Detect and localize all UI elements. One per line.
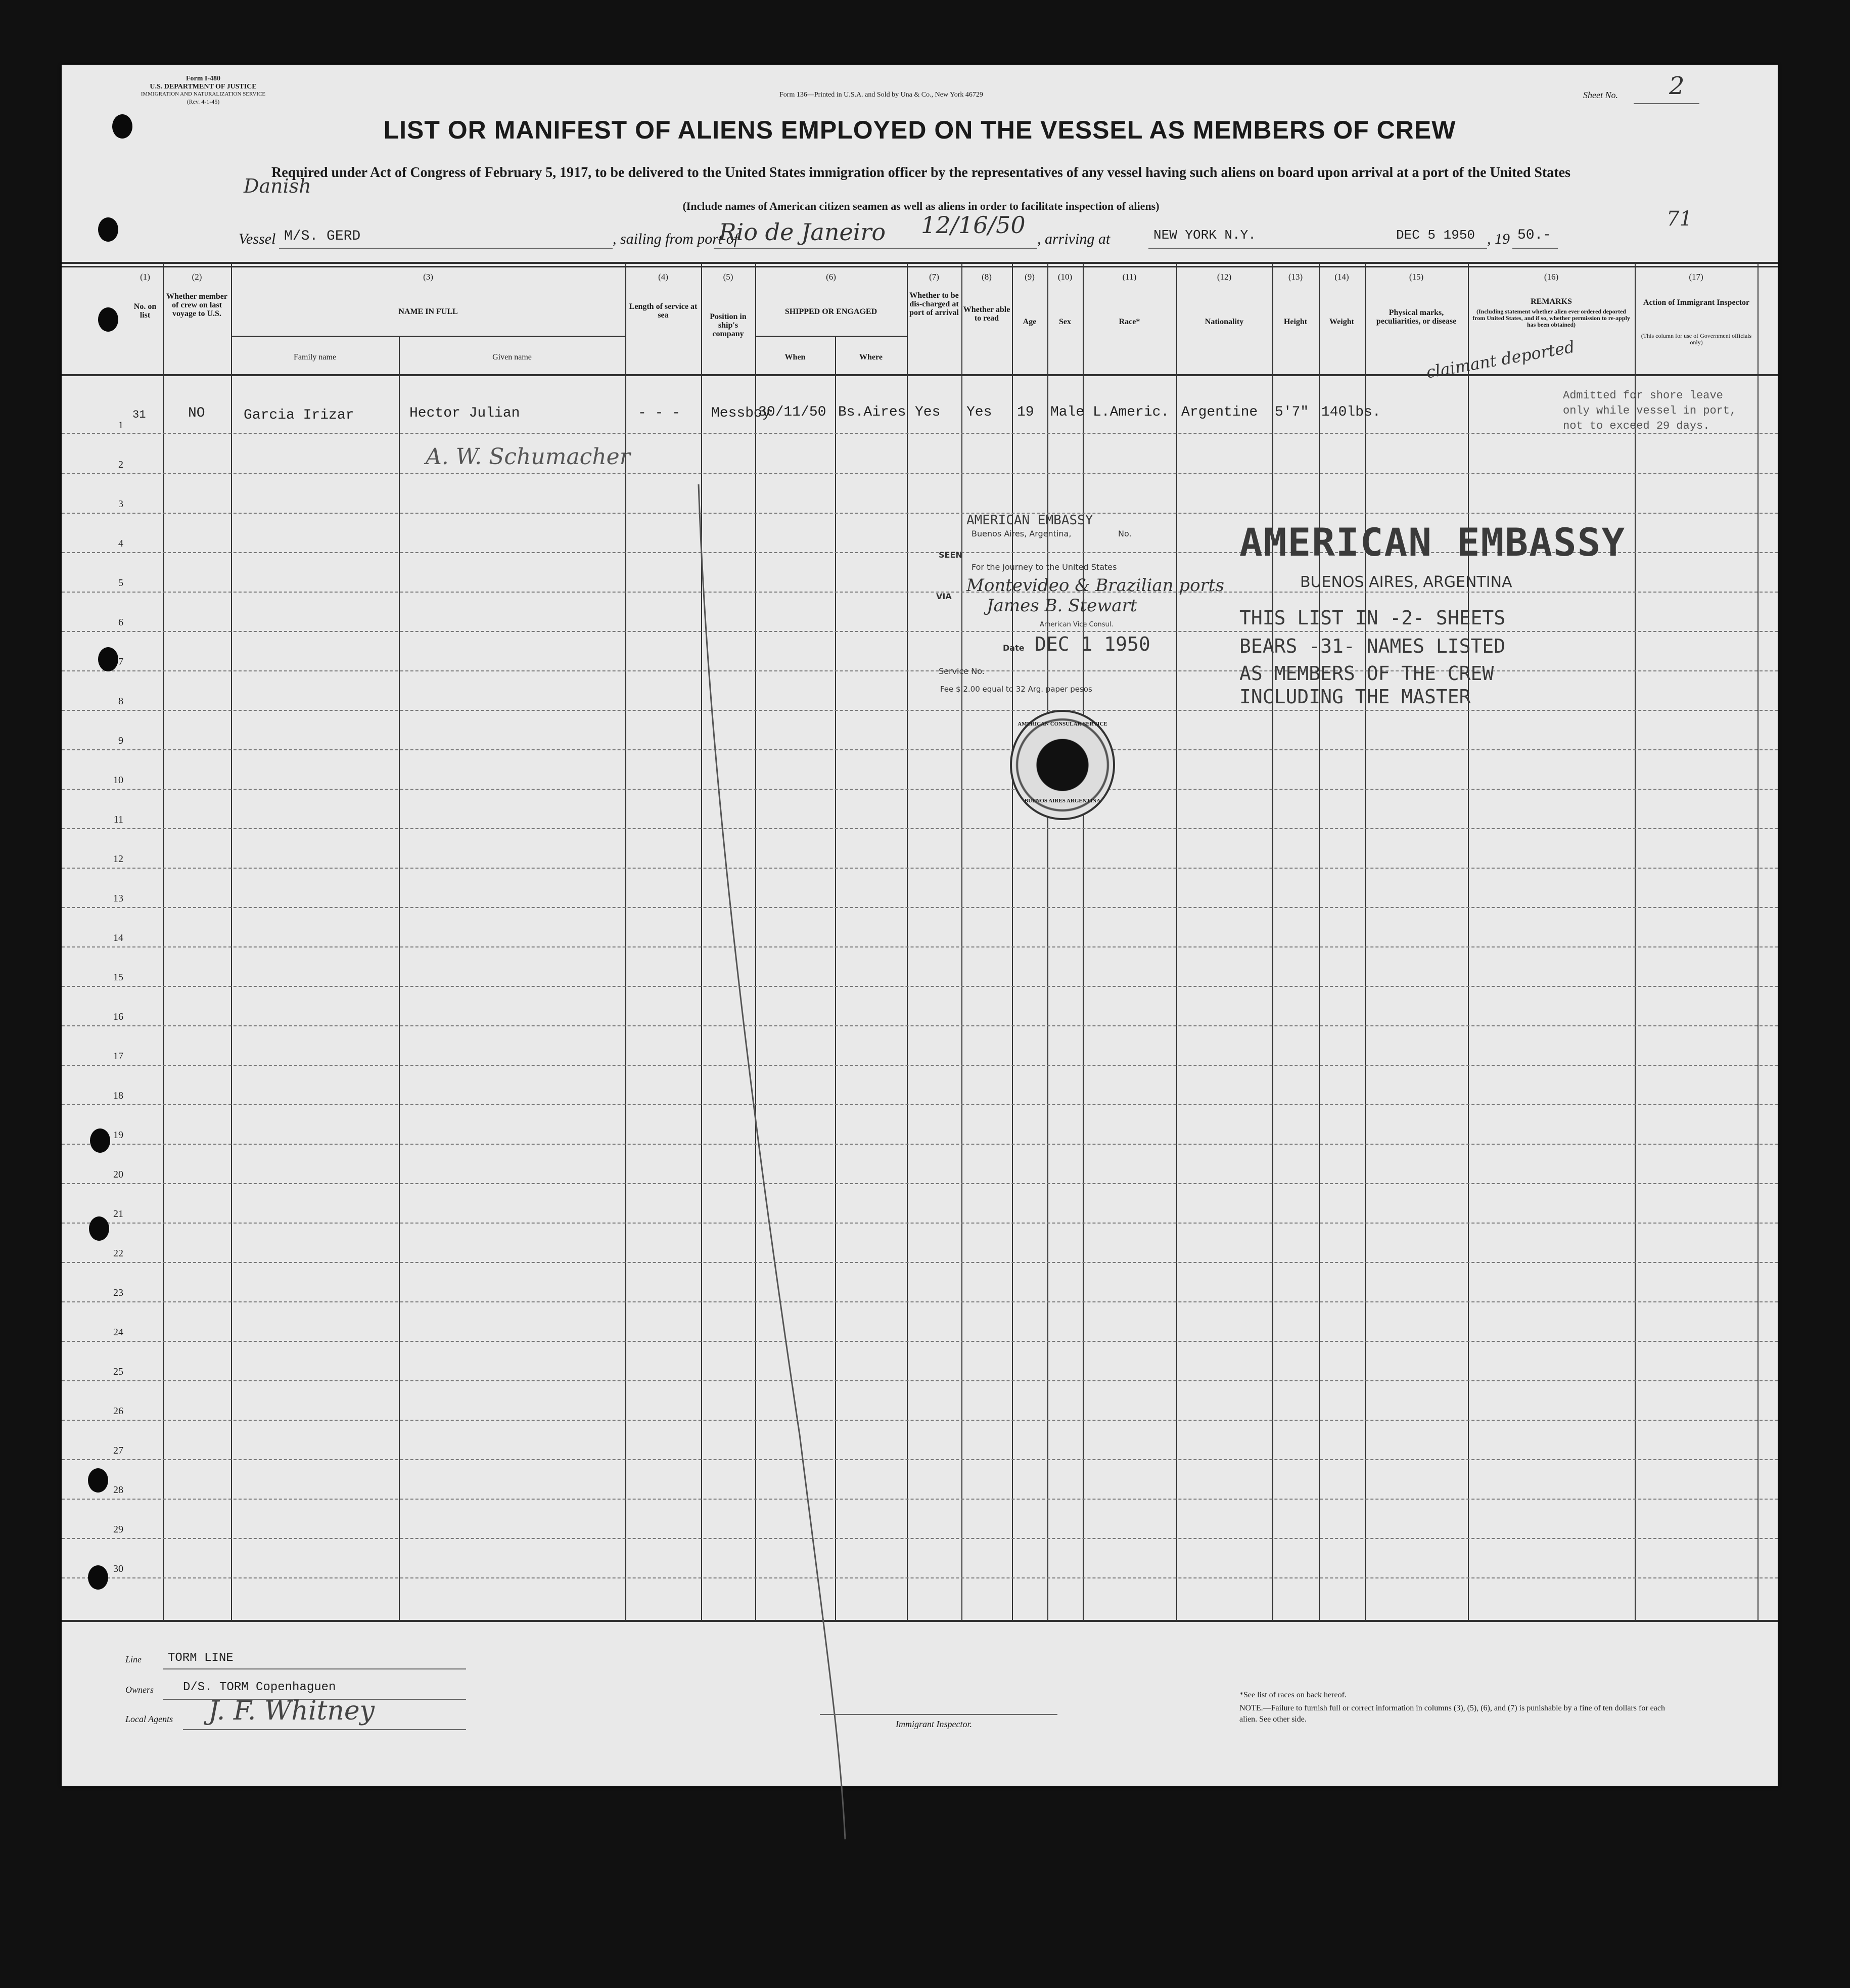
sheet-number: 2	[1669, 72, 1685, 100]
footer-agents-value: J. F. Whitney	[208, 1696, 375, 1726]
punch-hole	[89, 1216, 109, 1241]
subhead-where: Where	[859, 353, 883, 362]
col-head-sex: Sex	[1059, 318, 1071, 326]
sailing-label: , sailing from port of	[613, 231, 738, 247]
punch-hole	[98, 307, 118, 332]
arriving-label: , arriving at	[1037, 231, 1111, 247]
col-num-3: (3)	[423, 272, 433, 282]
include-text: (Include names of American citizen seamen as well as aliens in order to facilitate inspection of aliens)	[682, 200, 1160, 212]
col-num-15: (15)	[1409, 272, 1424, 282]
entry-race: L.Americ.	[1093, 404, 1170, 420]
large-stamp-line2: BUENOS AIRES, ARGENTINA	[1300, 573, 1512, 591]
punch-hole	[98, 217, 118, 242]
row-number: 13	[113, 893, 123, 904]
row-number: 19	[113, 1129, 123, 1141]
footer-line-value: TORM LINE	[168, 1651, 234, 1665]
col-num-8: (8)	[982, 272, 992, 282]
small-stamp-line2: Buenos Aires, Argentina,	[972, 529, 1072, 538]
punch-hole	[88, 1468, 108, 1493]
col-head-race: Race*	[1119, 318, 1140, 326]
row-number: 3	[118, 499, 123, 510]
large-stamp-line1: AMERICAN EMBASSY	[1239, 520, 1626, 565]
row-number: 25	[113, 1366, 123, 1377]
port-from: Rio de Janeiro	[719, 218, 886, 246]
sail-date: 12/16/50	[921, 211, 1026, 239]
punch-hole	[98, 647, 118, 671]
col-num-10: (10)	[1057, 272, 1073, 282]
col-head-last-voyage: Whether member of crew on last voyage to U.S.	[166, 292, 227, 318]
row-number: 10	[113, 775, 123, 786]
col-head-name: NAME IN FULL	[398, 307, 458, 316]
col-head-age: Age	[1023, 318, 1037, 326]
col-num-2: (2)	[192, 272, 202, 282]
footer-agents-label: Local Agents	[125, 1714, 173, 1724]
entry-list-no: 31	[132, 409, 146, 421]
col-num-11: (11)	[1122, 272, 1137, 282]
col-num-14: (14)	[1334, 272, 1349, 282]
department: U.S. DEPARTMENT OF JUSTICE	[150, 83, 257, 91]
small-stamp-no: No.	[1118, 529, 1132, 538]
row-number: 27	[113, 1445, 123, 1456]
entry-age: 19	[1017, 404, 1034, 420]
col-head-shipped: SHIPPED OR ENGAGED	[784, 307, 877, 316]
col-head-position: Position in ship's company	[710, 312, 747, 338]
entry-family-name: Garcia Irizar	[244, 408, 354, 423]
small-stamp-date-label: Date	[1003, 643, 1025, 653]
entry-given-name: Hector Julian	[409, 405, 520, 421]
row-number: 5	[118, 577, 123, 589]
revision: (Rev. 4-1-45)	[187, 98, 220, 105]
row-number: 4	[118, 538, 123, 549]
small-stamp-officer: American Vice Consul.	[1040, 621, 1114, 628]
large-stamp-line4: BEARS -31- NAMES LISTED	[1239, 635, 1506, 657]
printer-note: Form 136—Printed in U.S.A. and Sold by Una & Co., New York 46729	[779, 91, 983, 99]
col-num-7: (7)	[929, 272, 939, 282]
small-stamp-signature: James B. Stewart	[987, 596, 1137, 616]
vessel-label: Vessel	[239, 231, 276, 247]
entry-remark-typed: Admitted for shore leave only while vessel in port, not to exceed 29 days.	[1563, 389, 1737, 432]
entry-sex: Male	[1050, 404, 1085, 420]
entry-remark-handwritten: claimant deported	[1424, 337, 1577, 382]
subhead-action-note: (This column for use of Government officials only)	[1641, 332, 1752, 346]
row-number: 7	[118, 656, 123, 667]
entry-position: Messboy	[711, 405, 771, 421]
service-name: IMMIGRATION AND NATURALIZATION SERVICE	[141, 91, 266, 97]
subhead-remarks-note: (Including statement whether alien ever ordered deported from United States, and if so, whether permission to re-apply has been obtained)	[1472, 308, 1630, 328]
port-to: NEW YORK N.Y.	[1153, 228, 1256, 243]
entry-nationality: Argentine	[1181, 404, 1258, 420]
row-number: 15	[113, 972, 123, 983]
consular-seal	[1010, 710, 1115, 820]
small-stamp-for: For the journey to the United States	[972, 562, 1117, 572]
col-head-nationality: Nationality	[1205, 318, 1244, 326]
handwritten-signature: A. W. Schumacher	[426, 444, 630, 470]
footer-owners-value: D/S. TORM Copenhaguen	[183, 1681, 336, 1694]
row-number: 17	[113, 1051, 123, 1062]
entry-where: Bs.Aires	[838, 404, 906, 420]
document-title: LIST OR MANIFEST OF ALIENS EMPLOYED ON THE VESSEL AS MEMBERS OF CREW	[383, 116, 1456, 144]
row-number: 21	[113, 1208, 123, 1219]
immigrant-inspector-label: Immigrant Inspector.	[896, 1719, 972, 1729]
entry-when: 30/11/50	[758, 404, 826, 420]
sheet-label: Sheet No.	[1583, 90, 1618, 100]
pencil-stroke	[633, 474, 875, 1849]
footer-owners-label: Owners	[125, 1685, 154, 1695]
year-label: , 19	[1487, 231, 1510, 247]
col-head-service: Length of service at sea	[629, 302, 698, 320]
col-num-1: (1)	[140, 272, 150, 282]
row-number: 26	[113, 1406, 123, 1417]
row-number: 2	[118, 459, 123, 470]
row-number: 20	[113, 1169, 123, 1180]
row-number: 1	[118, 420, 123, 431]
year: 50.-	[1517, 228, 1552, 243]
row-number: 16	[113, 1011, 123, 1022]
seal-text-bottom: BUENOS AIRES ARGENTINA	[1024, 798, 1101, 804]
entry-read: Yes	[966, 404, 992, 420]
col-head-action: Action of Immigrant Inspector	[1643, 298, 1750, 307]
row-number: 12	[113, 853, 123, 865]
row-number: 23	[113, 1287, 123, 1298]
seal-text-top: AMERICAN CONSULAR SERVICE	[1018, 721, 1107, 727]
entry-weight: 140lbs.	[1321, 404, 1381, 420]
footer-note-fine: NOTE.—Failure to furnish full or correct information in columns (3), (5), (6), and (7) is punishable by a fine of ten dollars for each alien. See other side.	[1239, 1704, 1665, 1724]
col-head-height: Height	[1283, 318, 1308, 326]
col-head-read: Whether able to read	[963, 305, 1010, 323]
row-number: 18	[113, 1090, 123, 1101]
row-number: 6	[118, 617, 123, 628]
corner-number: 71	[1667, 207, 1692, 231]
small-stamp-via-value: Montevideo & Brazilian ports	[966, 575, 1224, 596]
row-number: 28	[113, 1484, 123, 1496]
small-stamp-via: VIA	[936, 592, 952, 601]
large-stamp-line3: THIS LIST IN -2- SHEETS	[1239, 607, 1506, 629]
subhead-when: When	[784, 353, 806, 362]
vessel-name: M/S. GERD	[284, 229, 361, 244]
col-head-no: No. on list	[133, 302, 157, 320]
entry-last-voyage: NO	[188, 405, 205, 421]
crew-table	[62, 262, 1778, 1622]
col-head-discharged: Whether to be dis-charged at port of arrival	[909, 291, 959, 317]
large-stamp-line6: INCLUDING THE MASTER	[1239, 686, 1471, 708]
footer-line-label: Line	[125, 1654, 142, 1664]
col-num-9: (9)	[1025, 272, 1035, 282]
row-number: 8	[118, 696, 123, 707]
row-number: 29	[113, 1524, 123, 1535]
small-stamp-date: DEC 1 1950	[1035, 633, 1150, 655]
entry-discharged: Yes	[915, 404, 941, 420]
col-num-17: (17)	[1689, 272, 1703, 282]
col-num-16: (16)	[1544, 272, 1559, 282]
small-stamp-service-no: Service No.	[939, 666, 985, 676]
row-number: 30	[113, 1563, 123, 1574]
entry-height: 5'7"	[1275, 404, 1309, 420]
footer-note-races: *See list of races on back hereof.	[1239, 1691, 1347, 1699]
small-stamp-fee: Fee $ 2.00 equal to 32 Arg. paper pesos	[940, 685, 1092, 694]
row-number: 22	[113, 1248, 123, 1259]
entry-service: - - -	[638, 405, 681, 421]
required-text: Required under Act of Congress of February 5, 1917, to be delivered to the United States immigration officer by the representatives of any vessel having such aliens on board upon arrival at a port of the United States	[271, 165, 1570, 180]
row-number: 24	[113, 1327, 123, 1338]
punch-hole	[112, 114, 132, 139]
col-num-4: (4)	[658, 272, 668, 282]
col-num-13: (13)	[1288, 272, 1303, 282]
large-stamp-line5: AS MEMBERS OF THE CREW	[1239, 662, 1494, 685]
punch-hole	[88, 1565, 108, 1590]
manifest-sheet	[62, 65, 1778, 1786]
small-stamp-seen: SEEN	[939, 550, 962, 560]
row-number: 11	[113, 814, 123, 825]
punch-hole	[90, 1128, 110, 1153]
col-num-6: (6)	[826, 272, 836, 282]
col-head-remarks: REMARKS	[1531, 297, 1572, 306]
row-number: 14	[113, 932, 123, 943]
col-num-5: (5)	[723, 272, 733, 282]
subhead-family-name: Family name	[294, 353, 336, 362]
small-stamp-line1: AMERICAN EMBASSY	[966, 513, 1093, 528]
flag-handwritten: Danish	[244, 175, 311, 197]
col-head-physical: Physical marks, peculiarities, or disease	[1376, 308, 1457, 326]
col-head-weight: Weight	[1329, 318, 1354, 326]
col-num-12: (12)	[1217, 272, 1232, 282]
row-number: 9	[118, 735, 123, 746]
arrival-date: DEC 5 1950	[1396, 228, 1475, 243]
subhead-given-name: Given name	[492, 353, 532, 362]
form-number: Form I-480	[186, 75, 221, 82]
